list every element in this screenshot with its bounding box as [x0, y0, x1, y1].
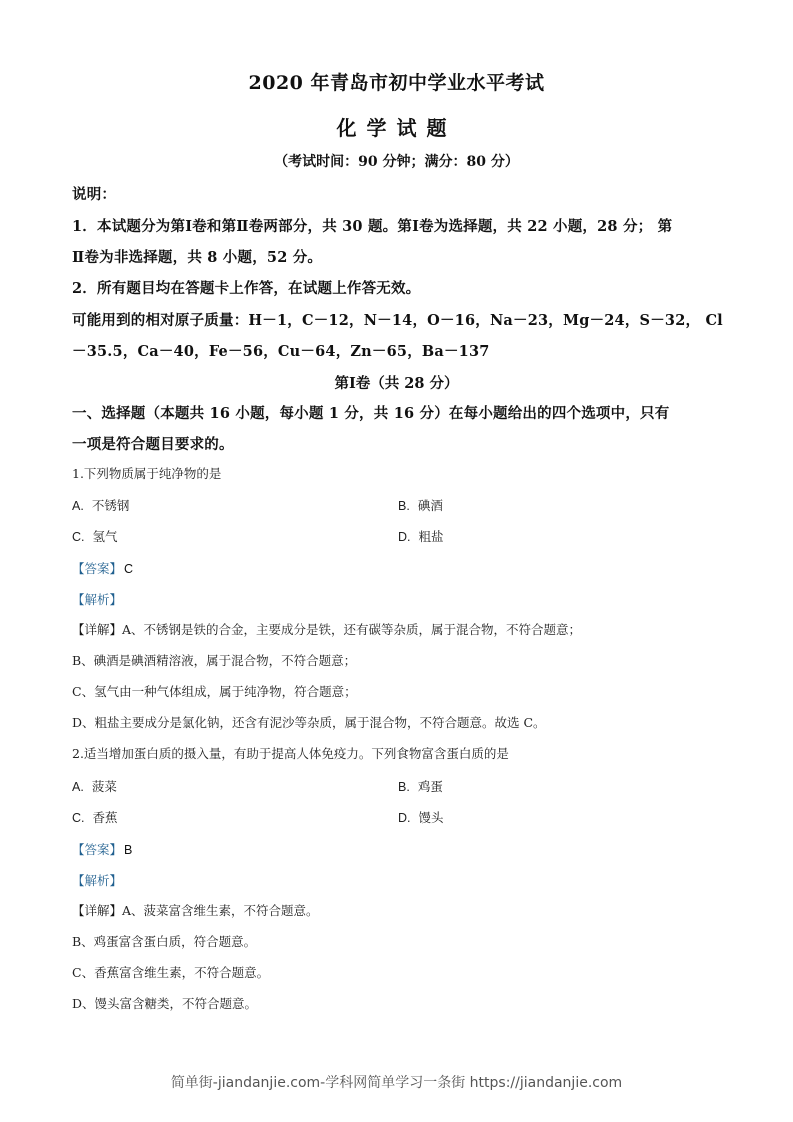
question-1-analysis [72, 589, 122, 608]
option-key: C. [72, 811, 85, 825]
footer-watermark: 简单街-jiandanjie.com-学科网简单学习一条街 https://jiandanjie.com [170, 1075, 623, 1091]
analysis-label: 【解析】 [72, 592, 123, 607]
question-1-detail-c: C、氢气由一种气体组成，属于纯净物，符合题意； [72, 684, 357, 699]
exam-info: （考试时间：90 分钟；满分：80 分） [274, 154, 519, 170]
part-instructions-line-2: 一项是符合题目要求的。 [72, 436, 234, 453]
answer-value: C [124, 562, 134, 576]
detail-label: 【详解】 [72, 622, 123, 637]
question-2-detail-b: B、鸡蛋富含蛋白质，符合题意。 [72, 934, 257, 949]
instruction-item-1-line-2: Ⅱ卷为非选择题，共 8 小题，52 分。 [72, 249, 323, 266]
detail-label: 【详解】 [72, 903, 123, 918]
question-1-detail-a [72, 620, 581, 638]
exam-title: 2020 年青岛市初中学业水平考试 [248, 72, 545, 94]
atomic-mass-line-1: 可能用到的相对原子质量：H－1，C－12，N－14，O－16，Na－23，Mg－24，S－32， Cl [72, 312, 723, 329]
question-2-detail-d: D、馒头富含糖类，不符合题意。 [72, 996, 258, 1011]
question-1-option-c [72, 527, 118, 545]
option-key: A. [72, 780, 84, 794]
question-2-option-d [398, 808, 444, 826]
detail-text: A、菠菜富含维生素，不符合题意。 [122, 903, 319, 918]
option-text: 菠菜 [91, 779, 117, 794]
question-1-option-d [398, 527, 444, 545]
question-1-option-b [398, 496, 443, 514]
part-instructions-line-1: 一、选择题（本题共 16 小题，每小题 1 分，共 16 分）在每小题给出的四个选项中，只有 [72, 405, 670, 422]
instructions-label: 说明： [72, 186, 117, 203]
option-key: D. [398, 530, 411, 544]
question-2-option-a [72, 777, 117, 795]
question-2-answer [72, 839, 132, 858]
question-1-stem: 1.下列物质属于纯净物的是 [72, 466, 222, 481]
option-text: 粗盐 [418, 529, 444, 544]
question-2-option-c [72, 808, 118, 826]
option-text: 馒头 [418, 810, 444, 825]
exam-subtitle: 化学试题 [336, 116, 457, 140]
atomic-mass-line-2: －35.5，Ca－40，Fe－56，Cu－64，Zn－65，Ba－137 [72, 343, 490, 360]
option-text: 鸡蛋 [417, 779, 443, 794]
section-title: 第Ⅰ卷（共 28 分） [334, 375, 459, 392]
question-2-stem: 2.适当增加蛋白质的摄入量，有助于提高人体免疫力。下列食物富含蛋白质的是 [72, 746, 509, 761]
analysis-label: 【解析】 [72, 873, 123, 888]
option-text: 氢气 [92, 529, 118, 544]
option-text: 不锈钢 [91, 498, 130, 513]
option-key: D. [398, 811, 411, 825]
answer-label: 【答案】 [72, 561, 123, 576]
option-key: B. [398, 780, 410, 794]
option-key: A. [72, 499, 84, 513]
question-1-detail-b: B、碘酒是碘酒精溶液，属于混合物，不符合题意； [72, 653, 357, 668]
option-key: B. [398, 499, 410, 513]
instruction-item-1-line-1: 1．本试题分为第Ⅰ卷和第Ⅱ卷两部分，共 30 题。第Ⅰ卷为选择题，共 22 小题，28 分； 第 [72, 218, 673, 235]
detail-text: A、不锈钢是铁的合金，主要成分是铁，还有碳等杂质，属于混合物，不符合题意； [122, 622, 582, 637]
question-2-detail-c: C、香蕉富含维生素，不符合题意。 [72, 965, 270, 980]
option-text: 香蕉 [92, 810, 118, 825]
question-1-detail-d: D、粗盐主要成分是氯化钠，还含有泥沙等杂质，属于混合物，不符合题意。故选 C。 [72, 715, 546, 730]
answer-value: B [124, 843, 133, 857]
question-1-answer [72, 558, 133, 577]
question-2-analysis [72, 870, 122, 889]
option-key: C. [72, 530, 85, 544]
instruction-item-2: 2．所有题目均在答题卡上作答，在试题上作答无效。 [72, 280, 421, 297]
answer-label: 【答案】 [72, 842, 123, 857]
question-1-option-a [72, 496, 129, 514]
question-2-detail-a [72, 901, 319, 919]
option-text: 碘酒 [417, 498, 443, 513]
question-2-option-b [398, 777, 443, 795]
